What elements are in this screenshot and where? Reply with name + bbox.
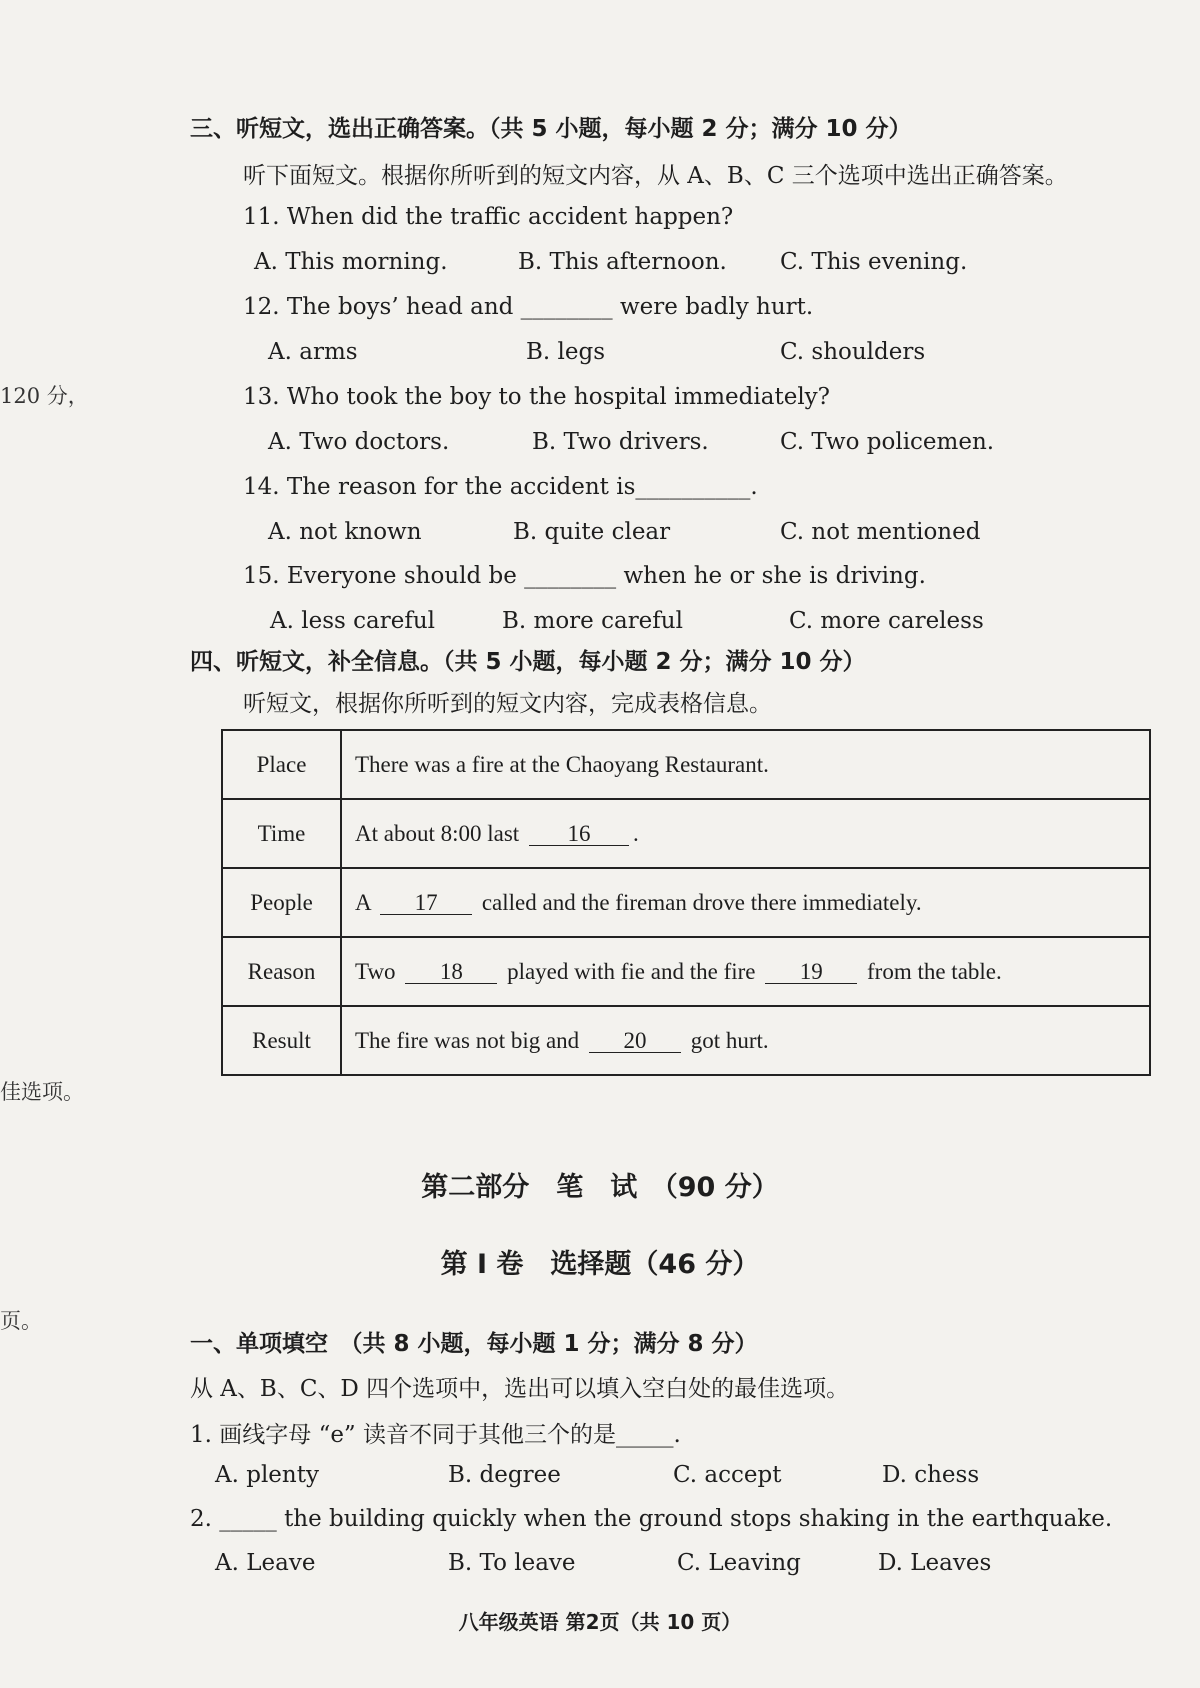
section3-instruction: 听下面短文。根据你所听到的短文内容，从 A、B、C 三个选项中选出正确答案。 [243, 163, 1068, 189]
part2-subtitle: 第 I 卷 选择题（46 分） [440, 1249, 760, 1280]
section3-heading: 三、听短文，选出正确答案。（共 5 小题，每小题 2 分；满分 10 分） [190, 116, 912, 142]
table-row [222, 1006, 1150, 1075]
blank-19[interactable]: 19 [765, 961, 857, 984]
option-12c: C. shoulders [780, 339, 926, 365]
section4-instruction: 听短文，根据你所听到的短文内容，完成表格信息。 [243, 691, 772, 717]
question-13: 13. Who took the boy to the hospital immediately? [243, 384, 830, 410]
table-row [222, 730, 1150, 799]
row-content [341, 1006, 1150, 1075]
table-row [222, 937, 1150, 1006]
question-14: 14. The reason for the accident is__________. [243, 474, 758, 500]
row-content [341, 799, 1150, 868]
info-table [221, 729, 1151, 1076]
row-text: from the table. [867, 958, 1002, 984]
option-14a: A. not known [268, 519, 422, 545]
option-12b: B. legs [526, 339, 606, 365]
option-2b: B. To leave [448, 1550, 576, 1576]
question-2: 2. _____ the building quickly when the ground stops shaking in the earthquake. [190, 1506, 1113, 1532]
question-11: 11. When did the traffic accident happen? [243, 204, 734, 230]
section4-heading: 四、听短文，补全信息。（共 5 小题，每小题 2 分；满分 10 分） [190, 649, 866, 675]
row-label: Time [222, 799, 341, 868]
row-content [341, 730, 1150, 799]
row-content [341, 937, 1150, 1006]
page-footer: 八年级英语 第2页（共 10 页） [458, 1610, 742, 1634]
row-text: The fire was not big and [355, 1027, 580, 1053]
option-14b: B. quite clear [513, 519, 671, 545]
option-12a: A. arms [268, 339, 358, 365]
option-2a: A. Leave [215, 1550, 316, 1576]
table-row [222, 799, 1150, 868]
margin-fragment: 120 分， [0, 384, 89, 408]
blank-17[interactable]: 17 [380, 892, 472, 915]
option-11a: A. This morning. [254, 249, 448, 275]
row-text: At about 8:00 last [355, 820, 520, 846]
row-text: Two [355, 958, 396, 984]
row-text: There was a fire at the Chaoyang Restaurant. [355, 751, 769, 777]
blank-20[interactable]: 20 [589, 1030, 681, 1053]
row-label: Result [222, 1006, 341, 1075]
table-row [222, 868, 1150, 937]
option-11b: B. This afternoon. [518, 249, 727, 275]
option-13b: B. Two drivers. [532, 429, 709, 455]
row-label: Place [222, 730, 341, 799]
row-content [341, 868, 1150, 937]
option-1b: B. degree [448, 1462, 561, 1488]
row-text: played with fie and the fire [507, 958, 756, 984]
margin-fragment: 页。 [0, 1309, 42, 1333]
option-2d: D. Leaves [878, 1550, 992, 1576]
row-label: Reason [222, 937, 341, 1006]
blank-18[interactable]: 18 [405, 961, 497, 984]
option-13c: C. Two policemen. [780, 429, 995, 455]
row-text: got hurt. [690, 1027, 769, 1053]
option-11c: C. This evening. [780, 249, 968, 275]
option-15b: B. more careful [502, 608, 683, 634]
question-15: 15. Everyone should be ________ when he or she is driving. [243, 563, 926, 589]
option-1d: D. chess [882, 1462, 980, 1488]
row-text: called and the fireman drove there immediately. [481, 889, 922, 915]
option-15c: C. more careless [789, 608, 984, 634]
option-15a: A. less careful [270, 608, 435, 634]
option-14c: C. not mentioned [780, 519, 981, 545]
sectionI-instruction: 从 A、B、C、D 四个选项中，选出可以填入空白处的最佳选项。 [190, 1376, 850, 1402]
option-2c: C. Leaving [677, 1550, 801, 1576]
sectionI-heading: 一、单项填空 （共 8 小题，每小题 1 分；满分 8 分） [190, 1331, 758, 1357]
question-12: 12. The boys’ head and ________ were badly hurt. [243, 294, 814, 320]
option-1a: A. plenty [215, 1462, 319, 1488]
option-13a: A. Two doctors. [268, 429, 450, 455]
row-text: A [355, 889, 371, 915]
row-label: People [222, 868, 341, 937]
row-text: . [632, 820, 639, 846]
part2-title: 第二部分 笔 试 （90 分） [421, 1172, 779, 1203]
question-1: 1. 画线字母 “e” 读音不同于其他三个的是_____. [190, 1422, 681, 1448]
blank-16[interactable]: 16 [529, 823, 629, 846]
margin-fragment: 佳选项。 [0, 1080, 84, 1104]
option-1c: C. accept [673, 1462, 782, 1488]
